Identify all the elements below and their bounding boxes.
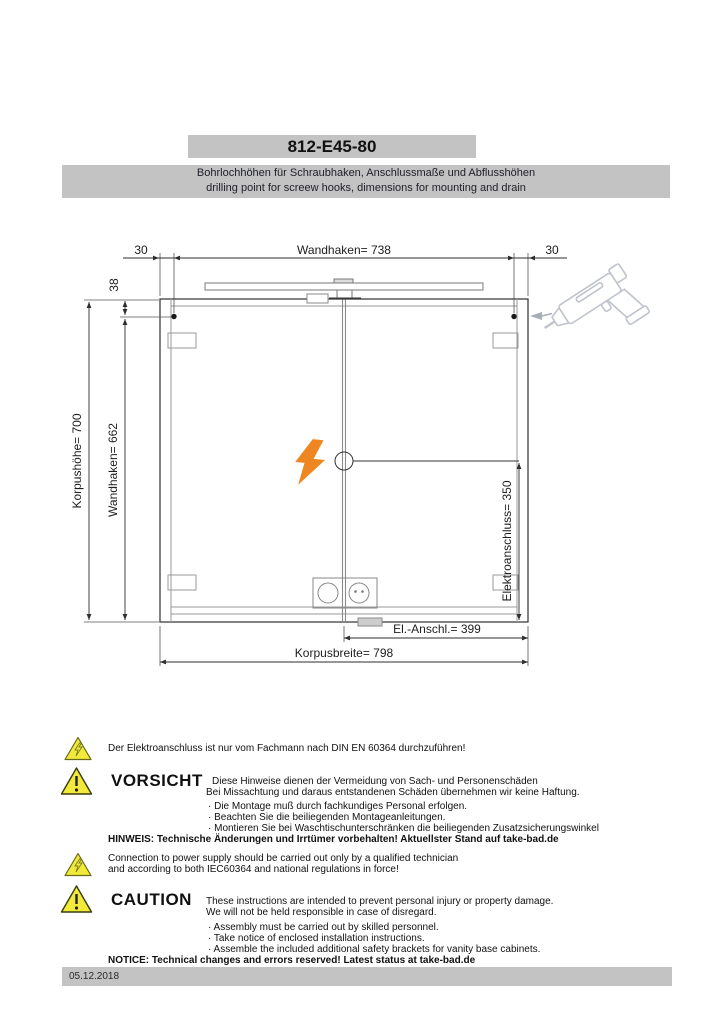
vorsicht-line1: Diese Hinweise dienen der Vermeidung von Sach- und Personenschäden <box>212 776 538 787</box>
electric-warning-de: Der Elektroanschluss ist nur vom Fachmann nach DIN EN 60364 durchzuführen! <box>108 743 466 754</box>
footer-date-bar <box>62 967 672 986</box>
dim-hook-top-offset: 38 <box>107 278 121 292</box>
dim-el-anschl: El.-Anschl.= 399 <box>393 622 481 636</box>
dimension-lines <box>89 258 567 662</box>
notice-note: NOTICE: Technical changes and errors reserved! Latest status at take-bad.de <box>108 955 476 966</box>
warning-exclamation-triangle-icon <box>60 766 93 796</box>
caution-line2: We will not be held responsible in case of disregard. <box>206 907 437 918</box>
junction-box <box>307 294 328 303</box>
hinge-plate <box>168 575 196 590</box>
drill-point-arrow-icon <box>530 312 552 320</box>
outlet-block <box>358 618 382 626</box>
hinge-plate <box>168 333 196 348</box>
caution-bullet: · Take notice of enclosed installation instructions. <box>208 933 425 944</box>
warning-exclamation-triangle-icon <box>60 884 93 914</box>
drill-icon <box>537 263 650 364</box>
dim-korpusbreite: Korpusbreite= 798 <box>294 646 394 660</box>
warning-lightning-triangle-icon <box>64 736 92 761</box>
electric-connection-point <box>335 452 353 470</box>
dim-offset-right: 30 <box>545 243 559 257</box>
caution-line1: These instructions are intended to prevent personal injury or property damage. <box>206 896 554 907</box>
dim-korpushoehe: Korpushöhe= 700 <box>70 413 84 509</box>
dim-elektroanschluss: Elektroanschluss= 350 <box>500 480 514 602</box>
vorsicht-line2: Bei Missachtung und daraus entstandenen Schäden übernehmen wir keine Haftung. <box>206 787 580 798</box>
screw-hook-right <box>511 314 516 319</box>
hinge-plate <box>493 333 518 348</box>
dim-wandhaken-width: Wandhaken= 738 <box>297 243 391 257</box>
screw-hook-left <box>171 314 176 319</box>
caution-label: CAUTION <box>111 890 192 909</box>
hinweis-note: HINWEIS: Technische Änderungen und Irrtümer vorbehalten! Aktuellster Stand auf take-bad.de <box>108 834 559 845</box>
page-title: 812-E45-80 <box>188 135 476 158</box>
dim-offset-left: 30 <box>134 243 148 257</box>
subtitle-german: Bohrlochhöhen für Schraubhaken, Anschlussmaße und Abflusshöhen <box>196 167 536 179</box>
electric-warning-en-line2: and according to both IEC60364 and national regulations in force! <box>108 864 399 875</box>
caution-bullet: · Assemble the included additional safety brackets for vanity base cabinets. <box>208 944 541 955</box>
vorsicht-bullet: · Beachten Sie die beiliegenden Montageanleitungen. <box>208 812 446 823</box>
caution-bullet: · Assembly must be carried out by skilled personnel. <box>208 922 439 933</box>
vorsicht-bullet: · Montieren Sie bei Waschtischunterschränken die beiliegenden Zusatzsicherungswinkel <box>208 823 599 834</box>
subtitle-english: drilling point for screew hooks, dimensions for mounting and drain <box>206 182 526 194</box>
vorsicht-bullet: · Die Montage muß durch fachkundiges Personal erfolgen. <box>208 801 468 812</box>
electric-warning-en-line1: Connection to power supply should be carried out only by a qualified technician <box>108 853 459 864</box>
vorsicht-label: VORSICHT <box>111 771 203 790</box>
lightning-bolt-icon <box>293 438 327 488</box>
revision-date: 05.12.2018 <box>69 971 120 982</box>
warning-lightning-triangle-icon <box>64 852 92 877</box>
dim-wandhaken-height: Wandhaken= 662 <box>106 423 120 517</box>
cabinet-outline <box>160 299 528 622</box>
